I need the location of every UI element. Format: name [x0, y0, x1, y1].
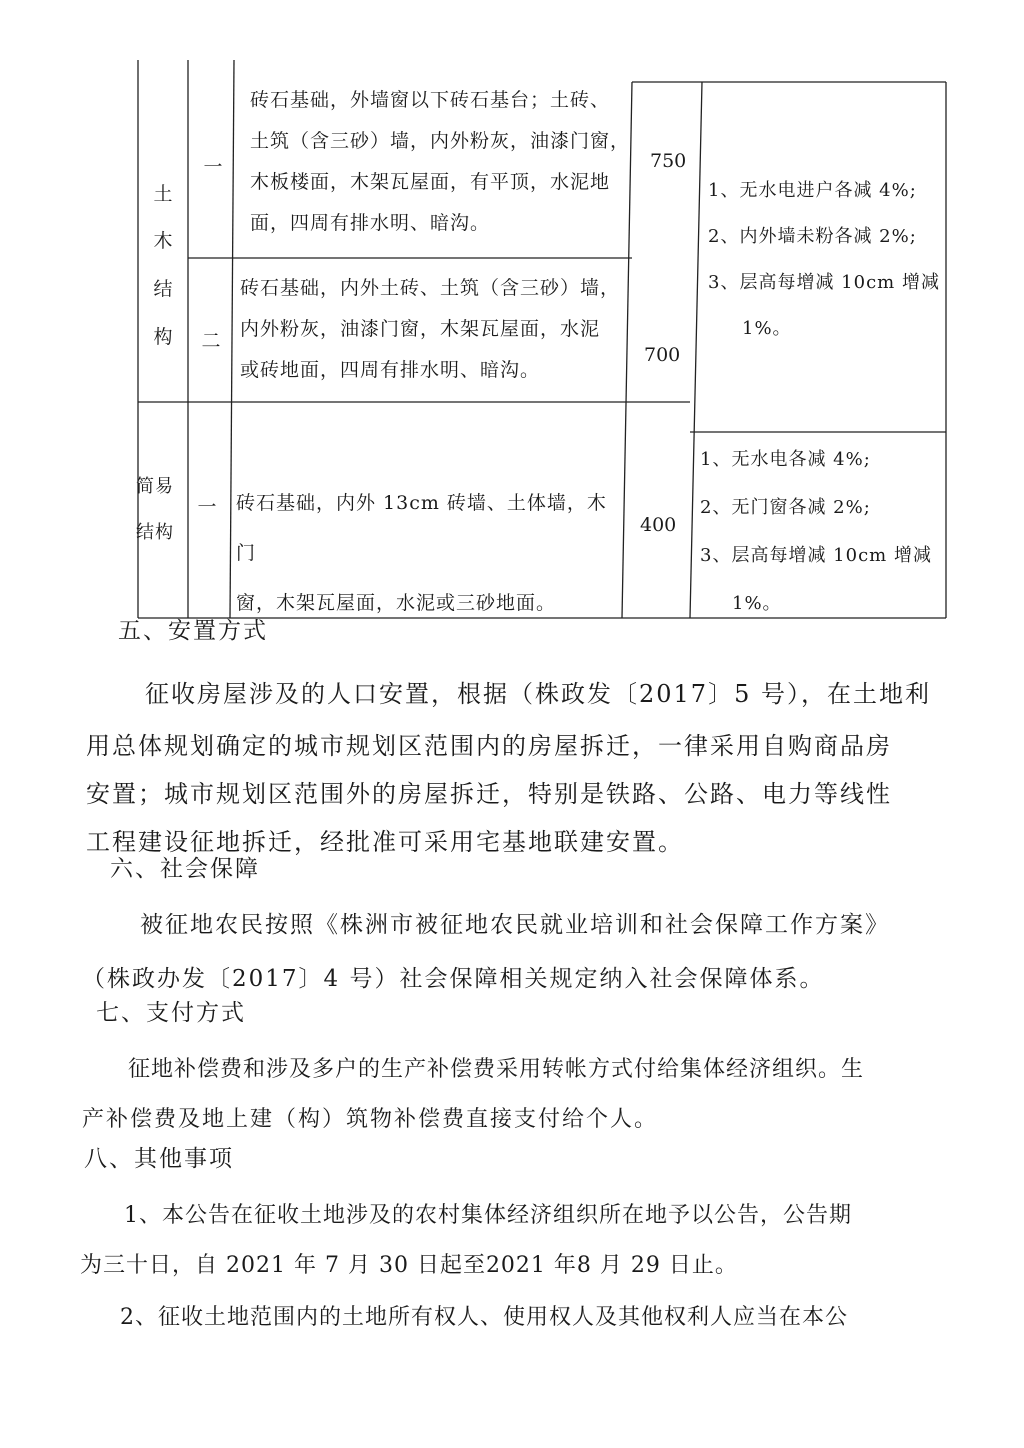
wood-label-char: 构 [153, 326, 173, 348]
note-line: 1%。 [742, 318, 792, 339]
unit-price: 700 [644, 344, 681, 366]
description-line: 土筑（含三砂）墙，内外粉灰，油漆门窗， [250, 130, 631, 152]
description-line: 内外粉灰，油漆门窗，木架瓦屋面，水泥 [240, 318, 601, 340]
grade-label: 一 [197, 496, 217, 518]
description-line: 面，四周有排水明、暗沟。 [250, 212, 491, 234]
paragraph-line: 2、征收土地范围内的土地所有权人、使用权人及其他权利人应当在本公 [120, 1305, 848, 1330]
paragraph-line: 征地补偿费和涉及多户的生产补偿费采用转帐方式付给集体经济组织。生 [128, 1057, 865, 1082]
description-line: 砖石基础，外墙窗以下砖石基台；土砖、 [250, 89, 611, 111]
paragraph-line: 用总体规划确定的城市规划区范围内的房屋拆迁，一律采用自购商品房 [86, 732, 892, 760]
simple-structure-label [136, 464, 186, 556]
grade-label: 二 [201, 330, 221, 352]
note-line: 1、无水电各减 4%; [700, 449, 871, 470]
wood-label-char: 土 [153, 183, 173, 205]
paragraph-line: 工程建设征地拆迁，经批准可采用宅基地联建安置。 [86, 828, 684, 856]
paragraph-line: 被征地农民按照《株洲市被征地农民就业培训和社会保障工作方案》 [140, 912, 890, 938]
structure-description [236, 478, 626, 628]
note-line: 1、无水电进户各减 4%; [708, 180, 917, 201]
description-line: 砖石基础，内外 13cm 砖墙、土体墙，木门 [236, 492, 607, 564]
note-line: 1%。 [732, 593, 782, 614]
section-heading: 七、支付方式 [96, 1000, 246, 1026]
section-heading: 六、社会保障 [110, 856, 260, 882]
paragraph-line: 征收房屋涉及的人口安置，根据（株政发〔2017〕5 号），在土地利 [145, 680, 931, 708]
paragraph-line: 安置；城市规划区范围外的房屋拆迁，特别是铁路、公路、电力等线性 [86, 780, 892, 808]
grade-label: 一 [203, 156, 223, 178]
adjustment-notes [708, 168, 948, 352]
wood-label-char: 木 [153, 230, 173, 252]
structure-description [240, 268, 630, 391]
note-line: 2、无门窗各减 2%; [700, 497, 871, 518]
note-line: 2、内外墙未粉各减 2%; [708, 226, 917, 247]
structure-description [250, 80, 640, 244]
unit-price: 750 [650, 150, 687, 172]
note-line: 3、层高每增减 10cm 增减 [700, 545, 932, 566]
unit-price: 400 [640, 514, 677, 536]
adjustment-notes [700, 436, 948, 628]
section-heading: 八、其他事项 [84, 1146, 234, 1172]
description-line: 砖石基础，内外土砖、土筑（含三砂）墙， [240, 277, 621, 299]
note-line: 3、层高每增减 10cm 增减 [708, 272, 940, 293]
description-line: 窗，木架瓦屋面，水泥或三砂地面。 [236, 592, 557, 614]
paragraph-line: 产补偿费及地上建（构）筑物补偿费直接支付给个人。 [82, 1107, 659, 1132]
label-line: 简易 [136, 476, 174, 497]
wood-label-char: 结 [153, 278, 173, 300]
compensation-table [122, 60, 948, 620]
paragraph-line: 为三十日，自 2021 年 7 月 30 日起至2021 年8 月 29 日止。 [80, 1253, 738, 1278]
paragraph-line: （株政办发〔2017〕4 号）社会保障相关规定纳入社会保障体系。 [82, 966, 825, 992]
description-line: 木板楼面，木架瓦屋面，有平顶，水泥地 [250, 171, 611, 193]
section-heading: 五、安置方式 [118, 618, 268, 644]
description-line: 或砖地面，四周有排水明、暗沟。 [240, 359, 541, 381]
label-line: 结构 [136, 522, 174, 543]
paragraph-line: 1、本公告在征收土地涉及的农村集体经济组织所在地予以公告，公告期 [124, 1203, 852, 1228]
